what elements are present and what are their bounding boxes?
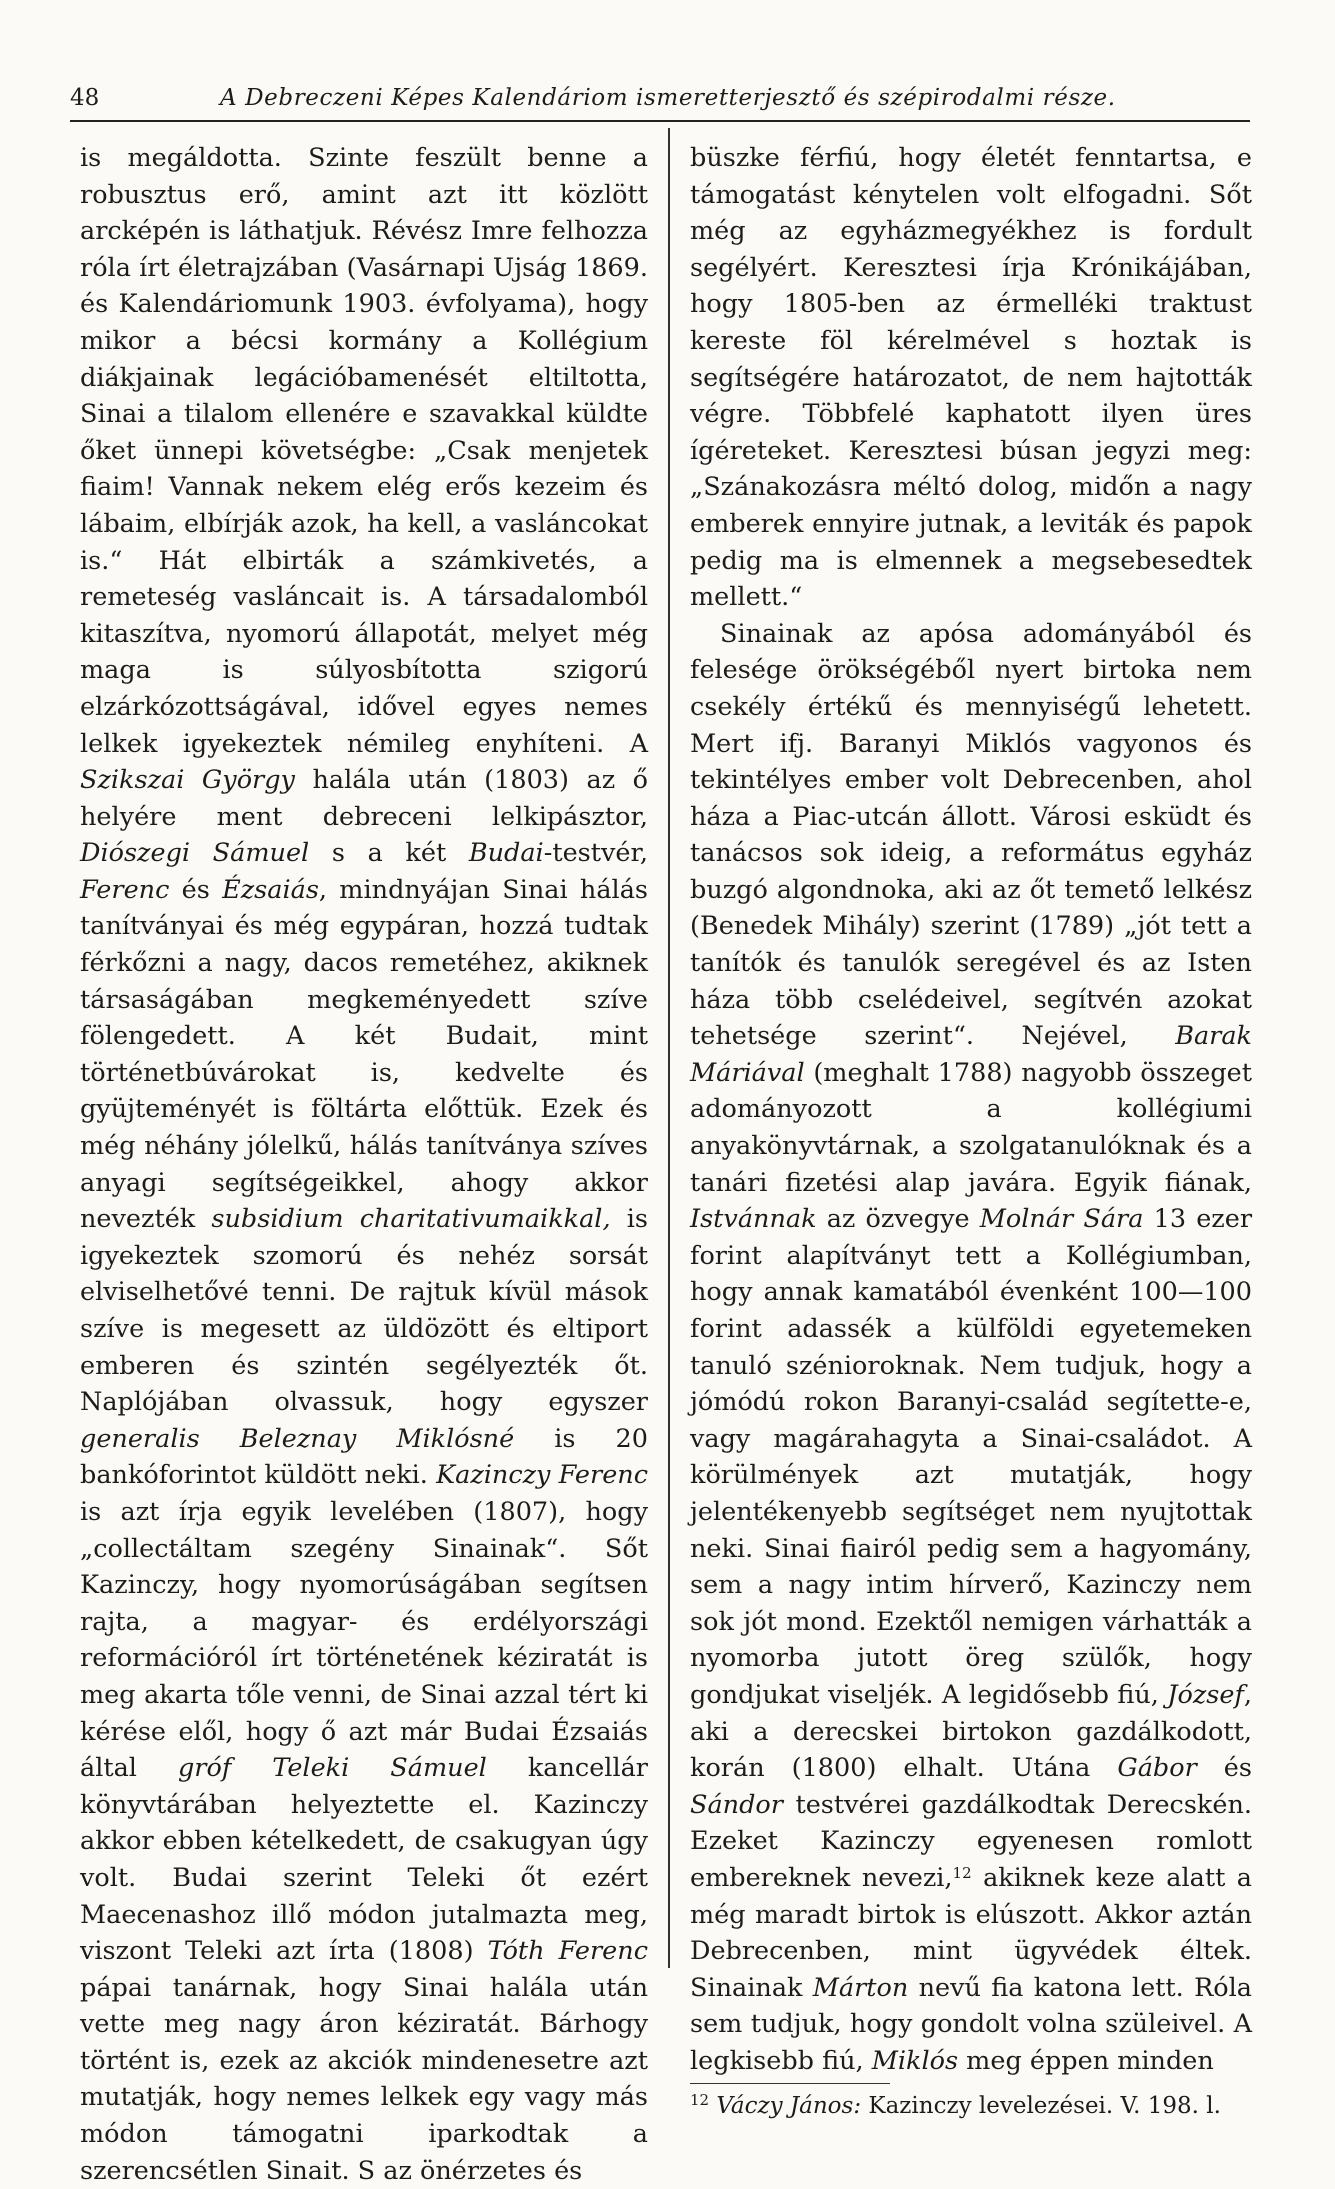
paragraph: büszke férfiú, hogy életét fenntartsa, e támogatást kénytelen volt elfogadni. Sőt még az egyházmegyékhez is fordult segélyért. Keresztesi írja Krónikájában, hogy 1805-ben az érmelléki traktust kereste föl kérelmével s hoztak is segítségére határozatot, de nem hajtották végre. Többfelé kaphatott ilyen üres ígéreteket. Keresztesi búsan jegyzi meg: „Szánakozásra méltó dolog, midőn a nagy emberek ennyire jutnak, a leviták és papok pedig ma is elmennek a megsebesedtek mellett.“	[690, 143, 1252, 613]
paragraph: is megáldotta. Szinte feszült benne a robusztus erő, amint azt itt közlött arcképén is láthatjuk. Révész Imre felhozza róla írt életrajzában (Vasárnapi Ujság 1869. és Kalendáriomunk 1903. évfolyama), hogy mikor a bécsi kormány a Kollégium diákjainak legációbamenését eltiltotta, Sinai a tilalom ellenére e szavakkal küldte őket ünnepi követségbe: „Csak menjetek fiaim! Vannak nekem elég erős kezeim és lábaim, elbírják azok, ha kell, a vasláncokat is.“ Hát elbirták a számkivetés, a remeteség vasláncait is. A társadalomból kitaszítva, nyomorú állapotát, melyet még maga is súlyosbította szigorú elzárkózottságával, idővel egyes nemes lelkek igyekeztek némileg enyhíteni. A Szikszai György halála után (1803) az ő helyére ment debreceni lelkipásztor, Diószegi Sámuel s a két Budai-testvér, Ferenc és Ézsaiás, mindnyájan Sinai hálás tanítványai és még egypáran, hozzá tudtak férkőzni a nagy, dacos remetéhez, akiknek társaságában megkeményedett szíve fölengedett. A két Budait, mint történetbúvárokat is, kedvelte és gyüjteményét is föltárta előttük. Ezek és még néhány jólelkű, hálás tanítványa szíves anyagi segítségeikkel, ahogy akkor nevezték subsidium charitativumaikkal, is igyekeztek szomorú és nehéz sorsát elviselhetővé tenni. De rajtuk kívül mások szíve is megesett az üldözött és eltiport emberen és szintén segélyezték őt. Naplójában olvassuk, hogy egyszer generalis Beleznay Miklósné is 20 bankóforintot küldött neki. Kazinczy Ferenc is azt írja egyik levelében (1807), hogy „collectáltam szegény Sinainak“. Sőt Kazinczy, hogy nyomorúságában segítsen rajta, a magyar- és erdélyországi reformációról írt történetének kéziratát is meg akarta tőle venni, de Sinai azzal tért ki kérése elől, hogy ő azt már Budai Ézsaiás által gróf Teleki Sámuel kancellár könyvtárában helyeztette el. Kazinczy akkor ebben kételkedett, de csakugyan úgy volt. Budai szerint Teleki őt ezért Maecenashoz illő módon jutalmazta meg, viszont Teleki azt írta (1808) Tóth Ferenc pápai tanárnak, hogy Sinai halála után vette meg nagy áron kéziratát. Bárhogy történt is, ezek az akciók mindenesetre azt mutatják, hogy nemes lelkek egy vagy más módon támogatni iparkodtak a szerencsétlen Sinait. S az önérzetes és	[80, 143, 649, 2186]
running-title: A Debreczeni Képes Kalendáriom ismeretterjesztő és szépirodalmi része.	[220, 85, 1116, 111]
running-header	[70, 78, 1250, 118]
paragraph: Sinainak az apósa adományából és felesége örökségéből nyert birtoka nem csekély értékű és mennyiségű lehetett. Mert ifj. Baranyi Miklós vagyonos és tekintélyes ember volt Debrecenben, ahol háza a Piac-utcán állott. Városi esküdt és tanácsos sok ideig, a református egyház buzgó algondnoka, aki az őt temető lelkész (Benedek Mihály) szerint (1789) „jót tett a tanítók és tanulók seregével és az Isten háza több cselédeivel, segítvén azokat tehetsége szerint“. Nejével, Barak Máriával (meghalt 1788) nagyobb összeget adományozott a kollégiumi anyakönyvtárnak, a szolgatanulóknak és a tanári fizetési alap javára. Egyik fiának, Istvánnak az özvegye Molnár Sára 13 ezer forint alapítványt tett a Kollégiumban, hogy annak kamatából évenként 100—100 forint adassék a külföldi egyetemeken tanuló szénioroknak. Nem tudjuk, hogy a jómódú rokon Baranyi-család segítette-e, vagy magárahagyta a Sinai-családot. A körülmények azt mutatják, hogy jelentékenyebb segítséget nem nyujtottak neki. Sinai fiairól pedig sem a hagyomány, sem a nagy intim hírverő, Kazinczy nem sok jót mond. Ezektől nemigen várhatták a nyomorba jutott öreg szülők, hogy gondjukat viseljék. A legidősebb fiú, József, aki a derecskei birtokon gazdálkodott, korán (1800) elhalt. Utána Gábor és Sándor testvérei gazdálkodtak Derecskén. Ezeket Kazinczy egyenesen romlott embereknek nevezi,$^{12}$ akiknek keze alatt a még maradt birtok is elúszott. Akkor aztán Debrecenben, mint ügyvédek éltek. Sinainak Márton nevű fia katona lett. Róla sem tudjuk, hogy gondolt volna szüleivel. A legkisebb fiú, Miklós meg éppen minden	[690, 618, 1253, 2076]
footnote: $^{12}$ Váczy János: Kazinczy levelezései. V. 198. l.	[690, 2091, 1221, 2120]
header-rule	[70, 120, 1250, 122]
footnote-rule	[690, 2083, 890, 2084]
footnote-reference[interactable]: 12	[952, 1863, 972, 1882]
page-number: 48	[70, 85, 100, 111]
left-column	[80, 140, 648, 2189]
column-divider	[668, 128, 670, 1968]
right-column	[690, 140, 1252, 2122]
